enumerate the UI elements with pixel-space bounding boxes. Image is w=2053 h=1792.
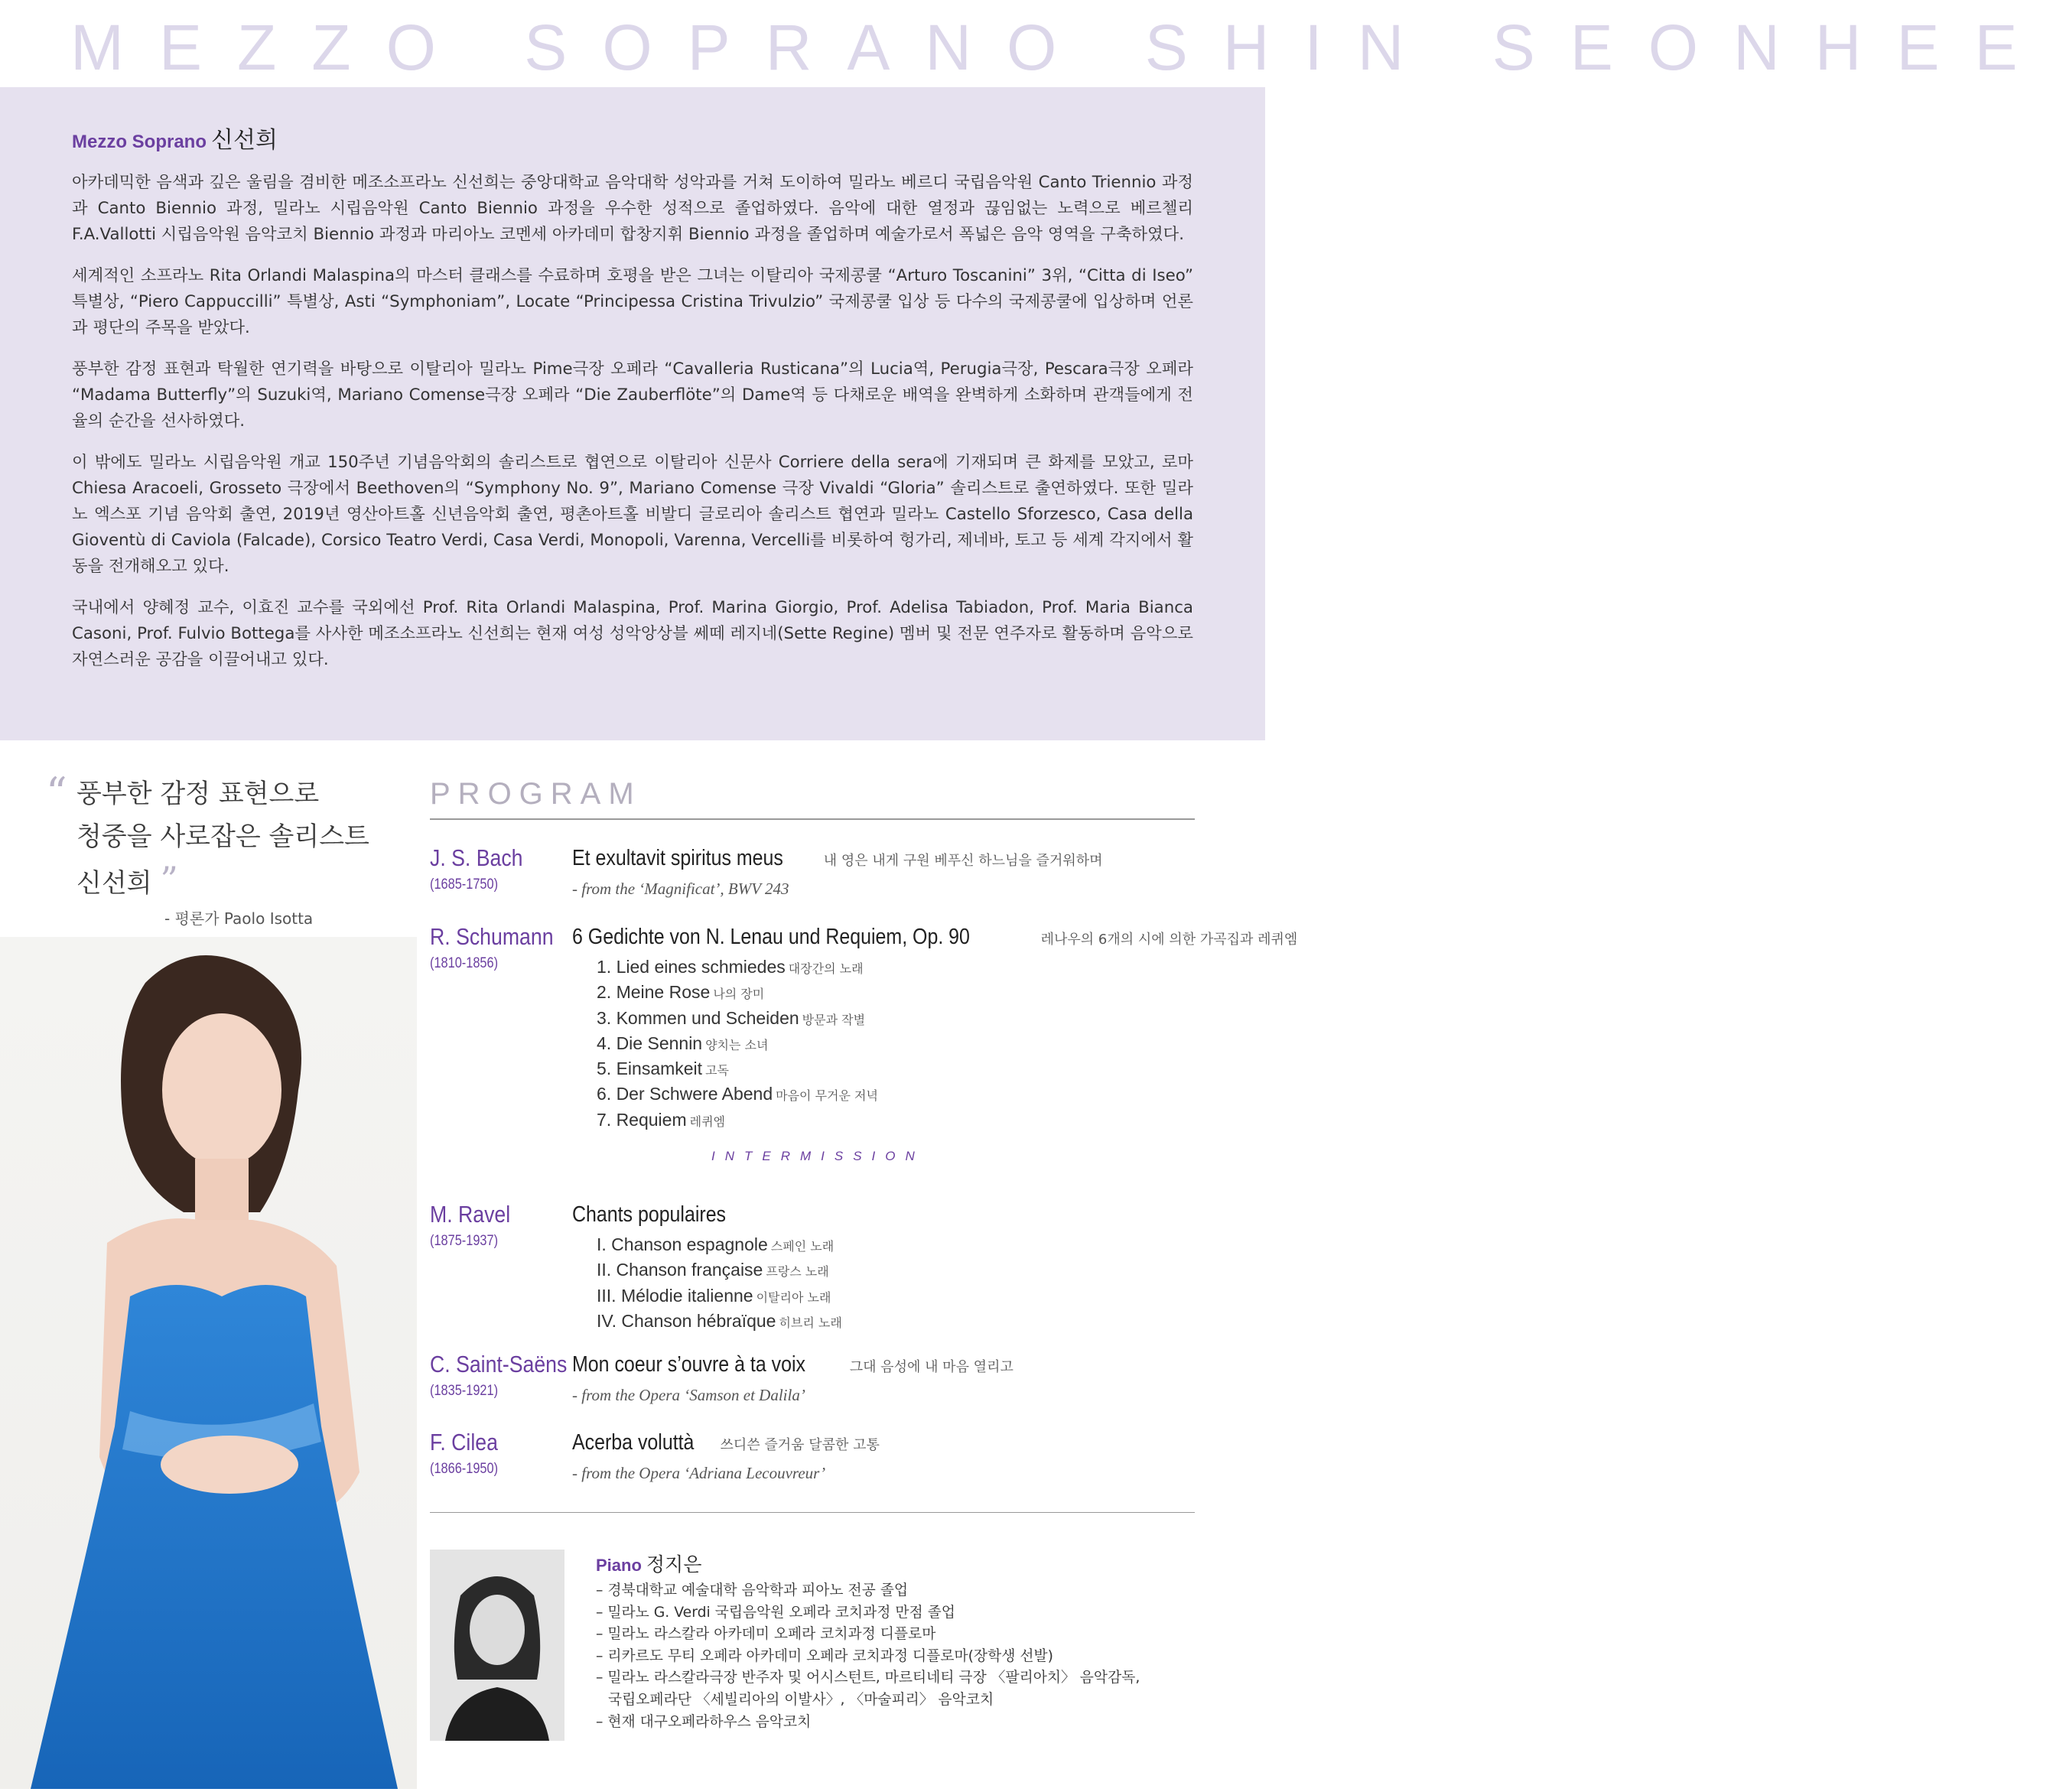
composer-years: (1866-1950): [430, 1461, 499, 1477]
page-header: [0, 0, 2053, 87]
work-title: Acerba voluttà: [572, 1430, 695, 1455]
biography-section: [0, 87, 1265, 740]
composer-years: (1875-1937): [430, 1233, 499, 1249]
song-item: II. Chanson française 프랑스 노래: [597, 1260, 829, 1280]
list-item: – 밀라노 G. Verdi 국립음악원 오페라 코치과정 만점 졸업: [596, 1604, 955, 1621]
composer-ravel: [430, 1199, 568, 1250]
biography-heading: [72, 121, 278, 154]
composer-cilea: [430, 1427, 568, 1478]
song-item: 5. Einsamkeit 고독: [597, 1059, 729, 1079]
quote-line: [76, 858, 382, 905]
song-item: 6. Der Schwere Abend 마음이 무거운 저녁: [597, 1084, 878, 1104]
composer-name: F. Cilea: [430, 1429, 498, 1455]
intermission-label: INTERMISSION: [711, 1149, 925, 1163]
work-title: Et exultavit spiritus meus: [572, 846, 783, 870]
composer-years: (1810-1856): [430, 955, 499, 971]
composer-years: (1685-1750): [430, 876, 499, 893]
work-title-kr: 그대 음성에 내 마음 열리고: [849, 1359, 1013, 1375]
list-item: – 밀라노 라스칼라 아카데미 오페라 코치과정 디플로마: [596, 1626, 936, 1643]
work-source: - from the ‘Magnificat’, BWV 243: [572, 880, 789, 898]
song-item: III. Mélodie italienne 이탈리아 노래: [597, 1285, 831, 1306]
work-title: Chants populaires: [572, 1202, 727, 1227]
song-item: 1. Lied eines schmiedes 대장간의 노래: [597, 957, 864, 977]
song-item: 2. Meine Rose 나의 장미: [597, 982, 765, 1003]
pianist-illustration: [430, 1550, 564, 1741]
pianist-heading: [596, 1550, 701, 1577]
pianist-bio-list: [596, 1580, 1208, 1733]
quote-line: 청중을 사로잡은 솔리스트: [76, 821, 369, 852]
composer-name: M. Ravel: [430, 1201, 511, 1228]
song-item: 3. Kommen und Scheiden 방문과 작별: [597, 1007, 866, 1028]
song-item: 7. Requiem 레퀴엠: [597, 1109, 725, 1130]
work-source: - from the Opera ‘Adriana Lecouvreur’: [572, 1464, 826, 1482]
biography-paragraph: 세계적인 소프라노 Rita Orlandi Malaspina의 마스터 클래스를 수료하며 호평을 받은 그녀는 이탈리아 국제콩쿨 “Arturo Toscanini” 3위, “Citta di Iseo” 특별상, “Piero Cappuccilli” 특별상, Asti “Symphoniam”, Locate “Principessa Cristina Trivulzio” 국제콩쿨 입상 등 다수의 국제콩쿨에 입상하며 언론과 평단의 주목을 받았다.: [72, 266, 1193, 337]
composer-name: R. Schumann: [430, 923, 554, 950]
work-title-kr: 내 영은 내게 구원 베푸신 하느님을 즐거워하며: [823, 853, 1103, 869]
program-top-divider: [430, 818, 1195, 820]
pianist-photo: [430, 1550, 564, 1741]
singer-photo: [0, 937, 417, 1789]
biography-heading-kr: 신선희: [211, 127, 278, 154]
composer-bach: [430, 843, 568, 893]
list-item: – 현재 대구오페라하우스 음악코치: [596, 1713, 812, 1730]
composer-name: C. Saint-Saëns: [430, 1351, 568, 1377]
biography-paragraph: 이 밖에도 밀라노 시립음악원 개교 150주년 기념음악회의 솔리스트로 협연으로 이탈리아 신문사 Corriere della sera에 기재되며 큰 화제를 모았고, 로마 Chiesa Aracoeli, Grosseto 극장에서 Beethoven의 “Symphony No. 9”, Mariano Comense 극장 Vivaldi “Gloria” 솔리스트로 출연하였다. 또한 밀라노 엑스포 기념 음악회 출연, 2019년 영산아트홀 신년음악회 출연, 평촌아트홀 비발디 글로리아 솔리스트 협연과 밀라노 Castello Sforzesco, Casa della Gioventù di Caviola (Falcade), Corsico Teatro Verdi, Casa Verdi, Monopoli, Varenna, Vercelli를 비롯하여 헝가리, 제네바, 토고 등 세계 각지에서 활동을 전개해오고 있다.: [72, 453, 1193, 576]
page-title: MEZZO SOPRANO SHIN SEONHEE: [70, 11, 2053, 83]
work-title: 6 Gedichte von N. Lenau und Requiem, Op. 90: [572, 925, 970, 949]
work-source: - from the Opera ‘Samson et Dalila’: [572, 1386, 805, 1404]
composer-schumann: [430, 922, 568, 972]
pianist-heading-en: Piano: [596, 1556, 642, 1575]
song-item: I. Chanson espagnole 스페인 노래: [597, 1234, 835, 1254]
composer-saint-saens: [430, 1349, 568, 1400]
composer-years: (1835-1921): [430, 1383, 499, 1399]
composer-name: J. S. Bach: [430, 844, 523, 871]
biography-heading-en: Mezzo Soprano: [72, 132, 207, 152]
quote-line: 풍부한 감정 표현으로: [76, 779, 320, 809]
quote-open-mark: “: [46, 769, 67, 817]
list-item: 국립오페라단 〈세빌리아의 이발사〉, 〈마술피리〉 음악코치: [608, 1691, 994, 1708]
biography-text: [72, 170, 1193, 688]
work-bach: [572, 843, 1199, 899]
program-bottom-divider: [430, 1512, 1195, 1513]
work-saint-saens: [572, 1349, 1199, 1405]
quote-close-mark: ”: [160, 859, 178, 900]
quote-source: - 평론가 Paolo Isotta: [164, 909, 314, 928]
pianist-heading-kr: 정지은: [646, 1553, 702, 1576]
list-item: – 밀라노 라스칼라극장 반주자 및 어시스턴트, 마르티네티 극장 〈팔리아치〉 음악감독,: [596, 1670, 1140, 1686]
song-item: 4. Die Sennin 양치는 소녀: [597, 1033, 769, 1053]
work-title-kr: 쓰디쓴 즐거움 달콤한 고통: [720, 1437, 880, 1453]
work-title: Mon coeur s’ouvre à ta voix: [572, 1352, 805, 1377]
list-item: – 경북대학교 예술대학 음악학과 피아노 전공 졸업: [596, 1582, 909, 1598]
work-title-kr: 레나우의 6개의 시에 의한 가곡집과 레퀴엠: [1040, 932, 1298, 948]
program-title: PROGRAM: [430, 777, 642, 811]
work-cilea: [572, 1427, 1199, 1483]
list-item: – 리카르도 무티 오페라 아카데미 오페라 코치과정 디플로마(장학생 선발): [596, 1647, 1053, 1664]
ravel-song-list: [597, 1233, 842, 1335]
schumann-song-list: [597, 955, 878, 1133]
work-schumann: [572, 922, 1298, 955]
critic-quote: [46, 769, 382, 929]
singer-illustration: [0, 937, 417, 1789]
biography-paragraph: 풍부한 감정 표현과 탁월한 연기력을 바탕으로 이탈리아 밀라노 Pime극장 오페라 “Cavalleria Rusticana”의 Lucia역, Perugia극장, Pescara극장 오페라 “Madama Butterfly”의 Suzuki역, Mariano Comense극장 오페라 “Die Zauberflöte”의 Dame역 등 다채로운 배역을 완벽하게 소화하며 관객들에게 전율의 순간을 선사하였다.: [72, 359, 1193, 431]
biography-paragraph: 국내에서 양혜정 교수, 이효진 교수를 국외에선 Prof. Rita Orlandi Malaspina, Prof. Marina Giorgio, Prof. Adelisa Tabiadon, Prof. Maria Bianca Casoni, Prof. Fulvio Bottega를 사사한 메조소프라노 신선희는 현재 여성 성악앙상블 쎄떼 레지네(Sette Regine) 멤버 및 전문 연주자로 활동하며 음악으로 자연스러운 공감을 이끌어내고 있다.: [72, 598, 1193, 669]
song-item: IV. Chanson hébraïque 히브리 노래: [597, 1310, 842, 1331]
quote-line-text: 신선희: [76, 868, 152, 899]
biography-paragraph: 아카데믹한 음색과 깊은 울림을 겸비한 메조소프라노 신선희는 중앙대학교 음악대학 성악과를 거쳐 도이하여 밀라노 베르디 국립음악원 Canto Triennio 과정과 Canto Biennio 과정, 밀라노 시립음악원 Canto Biennio 과정을 우수한 성적으로 졸업하였다. 음악에 대한 열정과 끊임없는 노력으로 베르첼리 F.A.Vallotti 시립음악원 음악코치 Biennio 과정과 마리아노 코멘세 아카데미 합창지휘 Biennio 과정을 졸업하며 예술가로서 폭넓은 음악 영역을 구축하였다.: [72, 173, 1193, 244]
work-ravel: [572, 1199, 1199, 1230]
